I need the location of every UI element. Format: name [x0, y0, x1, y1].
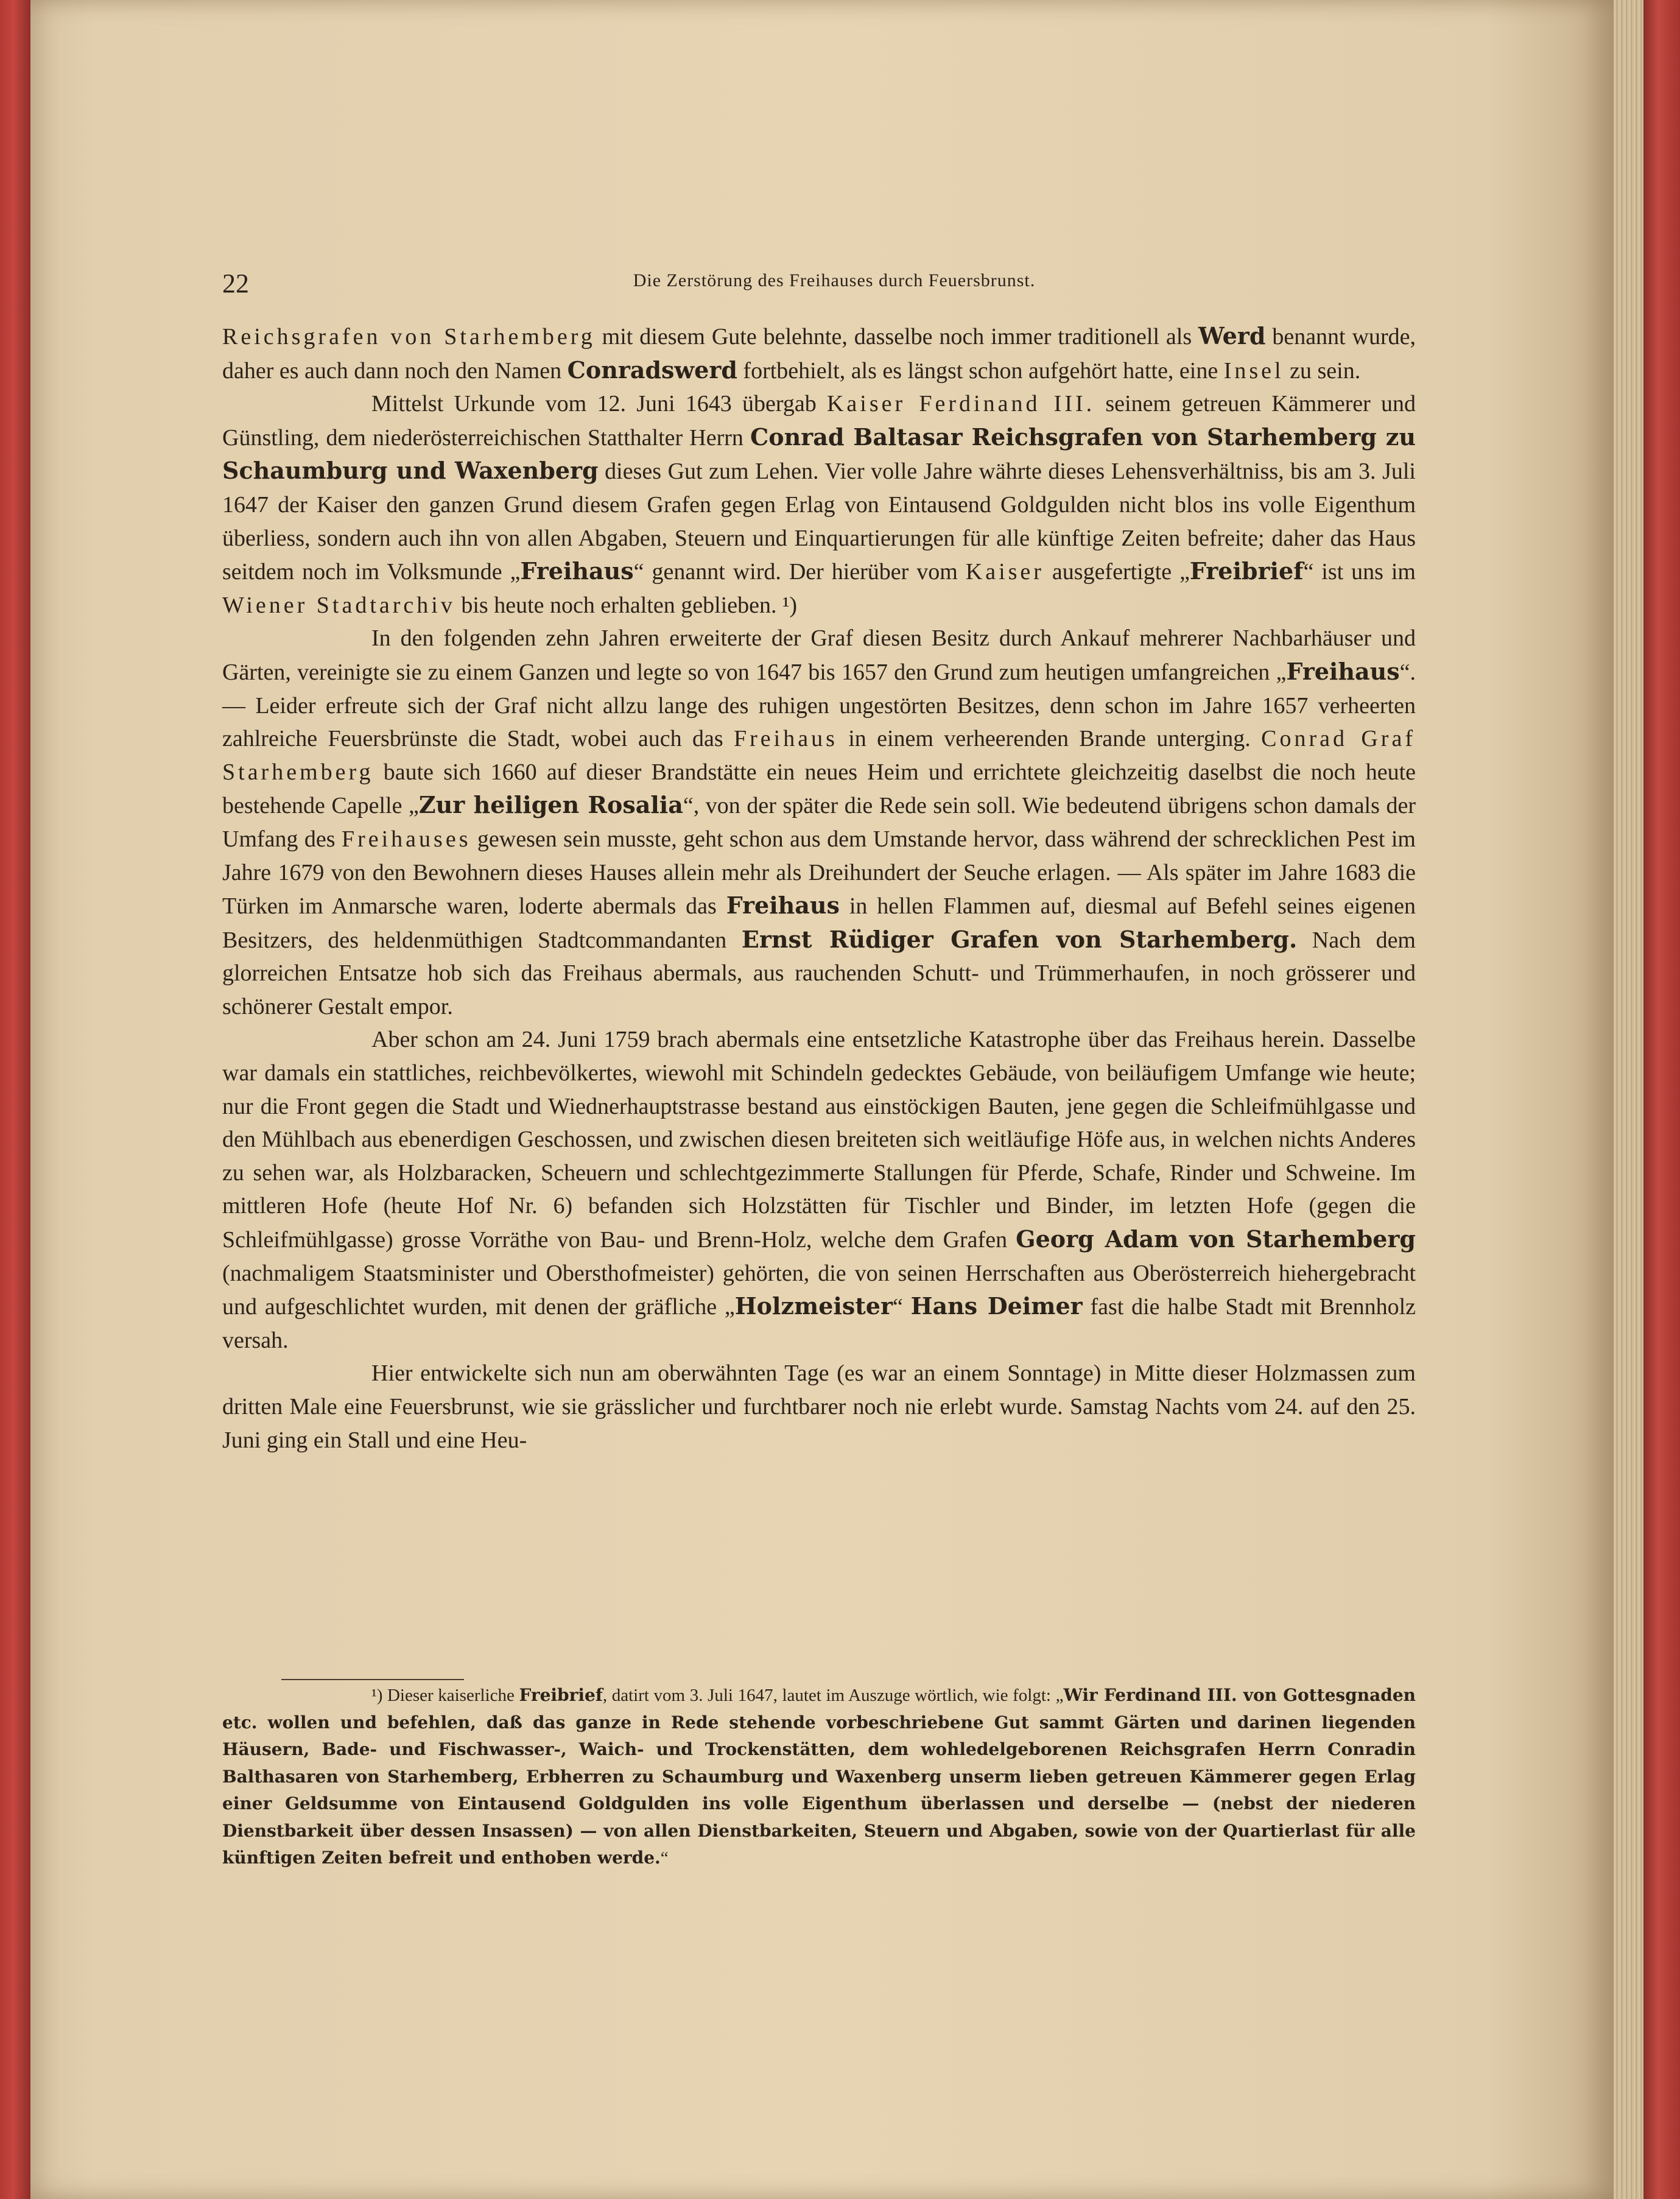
text-run: bis heute noch erhalten geblieben. ¹)	[455, 592, 797, 618]
fraktur-text: Freihaus	[1286, 657, 1400, 685]
fraktur-text: Freibrief	[519, 1685, 603, 1705]
text-run: in einem verheerenden Brande unterging.	[837, 726, 1262, 752]
spaced-text: Freihauses	[341, 826, 471, 852]
paragraph	[222, 387, 1416, 622]
footnote-indent	[222, 1686, 371, 1705]
text-run: Nach dem glorreichen Entsatze hob sich das Freihaus abermals, aus rauchenden Schutt- und Trümmerhaufen, in noch grösserer und schönerer Gestalt empor.	[222, 927, 1416, 1019]
running-title: Die Zerstörung des Freihauses durch Feuersbrunst.	[633, 270, 1036, 290]
fraktur-text: Holzmeister	[734, 1292, 893, 1320]
text-run: zu sein.	[1284, 357, 1361, 384]
fraktur-text: Wir Ferdinand III. von Gottesgnaden etc. wollen und befehlen, daß das ganze in Rede stehende vorbeschriebene Gut sammt Gärten und darinen liegenden Häusern, Bade- und Fischwasser-, Waich- und Trockenstätten, dem wohledelgeborenen Reichsgrafen Herrn Conradin Balthasaren von Starhemberg, Erbherren zu Schaumburg und Waxenberg unserm lieben getreuen Kämmerer gegen Erlag einer Geldsumme von Eintausend Goldgulden ins volle Eigenthum überlassen und derselbe — (nebst der niederen Dienstbarkeit über dessen Insassen) — von allen Dienstbarkeiten, Steuern und Abgaben, sowie von der Quartierlast für alle künftigen Zeiten befreit und enthoben werde.	[222, 1685, 1416, 1868]
text-run: fast die halbe Stadt mit Brennholz versah.	[222, 1294, 1416, 1353]
text-run: in hellen Flammen auf, diesmal auf Befehl seines eigenen Besitzers, des heldenmüthigen Stadtcommandanten	[222, 893, 1416, 953]
fraktur-text: Conradswerd	[567, 356, 737, 384]
book-binding-right	[1643, 0, 1680, 2199]
spaced-text: Insel	[1223, 357, 1284, 384]
text-run: baute sich 1660 auf dieser Brandstätte ein neues Heim und errichtete gleichzeitig daselbst die noch heute bestehende Capelle „	[222, 759, 1416, 819]
text-run: Hier entwickelte sich nun am oberwähnten Tage (es war an einem Sonntage) in Mitte dieser Holzmassen zum dritten Male eine Feuersbrunst, wie sie grässlicher und furchtbarer noch nie erlebt wurde. Samstag Nachts vom 24. auf den 25. Juni ging ein Stall und eine Heu-	[222, 1360, 1416, 1453]
book-binding-left	[0, 0, 30, 2199]
page-header	[222, 268, 1446, 304]
fraktur-text: Zur heiligen Rosalia	[418, 791, 683, 819]
text-run: benannt wurde, daher es auch dann noch den Namen	[222, 324, 1416, 384]
page-edges	[1614, 0, 1643, 2199]
text-run: In den folgenden zehn Jahren erweiterte der Graf diesen Besitz durch Ankauf mehrerer Nachbarhäuser und Gärten, vereinigte sie zu einem Ganzen und legte so von 1647 bis 1657 den Grund zum heutigen umfangreichen „	[222, 625, 1416, 685]
text-run: “ genannt wird. Der hierüber vom	[633, 559, 966, 585]
fraktur-text: Freihaus	[520, 557, 634, 585]
footnote	[222, 1682, 1416, 1872]
text-run: mit diesem Gute belehnte, dasselbe noch immer traditionell als	[595, 324, 1199, 350]
fraktur-text: Conrad Baltasar Reichsgrafen von Starhemberg zu Schaumburg und Waxenberg	[222, 423, 1416, 485]
text-run: (nachmaligem Staatsminister und Obersthofmeister) gehörten, die von seinen Herrschaften aus Oberösterreich hiehergebracht und aufgeschlichtet wurden, mit denen der gräfliche „	[222, 1260, 1416, 1320]
text-run: Aber schon am 24. Juni 1759 brach abermals eine entsetzliche Katastrophe über das Freihaus herein. Dasselbe war damals ein stattliches, reichbevölkertes, wiewohl mit Schindeln gedecktes Gebäude, von beiläufigem Umfange wie heute; nur die Front gegen die Stadt und Wiednerhauptstrasse bestand aus einstöckigen Bauten, jene gegen die Schleifmühlgasse und den Mühlbach aus ebenerdigen Geschossen, und zwischen diesen breiteten sich weitläufige Höfe aus, in welchen nichts Anderes zu sehen war, als Holzbaracken, Scheuern und schlechtgezimmerte Stallungen für Pferde, Schafe, Rinder und Schweine. Im mittleren Hofe (heute Hof Nr. 6) befanden sich Holzstätten für Tischler und Binder, im letzten Hofe (gegen die Schleifmühlgasse) grosse Vorräthe von Bau- und Brenn-Holz, welche dem Grafen	[222, 1027, 1416, 1253]
spaced-text: Freihaus	[733, 726, 838, 752]
spaced-text: Kaiser Ferdinand III.	[826, 391, 1095, 417]
fraktur-text: Freibrief	[1189, 557, 1304, 585]
text-run: “ ist uns im	[1303, 559, 1416, 585]
paragraph	[222, 320, 1416, 387]
paragraph	[222, 1357, 1416, 1457]
spaced-text: Wiener Stadtarchiv	[222, 592, 455, 618]
fraktur-text: Georg Adam von Starhemberg	[1016, 1225, 1416, 1253]
text-run: “	[892, 1294, 911, 1320]
spaced-text: Reichsgrafen von Starhemberg	[222, 324, 596, 350]
text-run: gewesen sein musste, geht schon aus dem Umstande hervor, dass während der schrecklichen Pest im Jahre 1679 von den Bewohnern dieses Hauses allein mehr als Dreihundert der Seuche erlagen. — Als später im Jahre 1683 die Türken im Anmarsche waren, loderte abermals das	[222, 826, 1416, 920]
text-run: “, von der später die Rede sein soll. Wie bedeutend übrigens schon damals der Umfang des	[222, 793, 1416, 852]
text-run: fortbehielt, als es längst schon aufgehört hatte, eine	[737, 357, 1224, 384]
fraktur-text: Hans Deimer	[910, 1292, 1083, 1320]
paragraph	[222, 1023, 1416, 1357]
spaced-text: Kaiser	[965, 559, 1044, 585]
text-run: “. — Leider erfreute sich der Graf nicht allzu lange des ruhigen ungestörten Besitzes, denn schon im Jahre 1657 verheerten zahlreiche Feuersbrünste die Stadt, wobei auch das	[222, 659, 1416, 752]
text-run: dieses Gut zum Lehen. Vier volle Jahre währte dieses Lehensverhältniss, bis am 3. Juli 1647 der Kaiser den ganzen Grund diesem Grafen gegen Erlag von Eintausend Goldgulden nicht blos ins volle Eigenthum überliess, sondern auch ihn von allen Abgaben, Steuern und Einquartierungen für alle künftige Zeiten befreite; daher das Haus seitdem noch im Volksmunde „	[222, 459, 1416, 585]
text-run: ausgefertigte „	[1044, 559, 1190, 585]
paragraph	[222, 622, 1416, 1023]
page-number: 22	[222, 269, 249, 298]
text-run: , datirt vom 3. Juli 1647, lautet im Auszuge wörtlich, wie folgt: „	[602, 1686, 1064, 1705]
fraktur-text: Werd	[1198, 322, 1266, 350]
fraktur-text: Ernst Rüdiger Grafen von Starhemberg.	[741, 925, 1298, 953]
footnote-rule	[281, 1679, 464, 1680]
text-run: Mittelst Urkunde vom 12. Juni 1643 übergab	[371, 391, 827, 417]
text-run: seinem getreuen Kämmerer und Günstling, dem niederösterreichischen Statthalter Herrn	[222, 391, 1416, 451]
fraktur-text: Freihaus	[726, 892, 840, 920]
spaced-text: Conrad Graf Starhemberg	[222, 726, 1416, 785]
text-run: ¹) Dieser kaiserliche	[371, 1686, 519, 1705]
body-text	[222, 320, 1416, 1457]
text-run: “	[660, 1848, 669, 1868]
